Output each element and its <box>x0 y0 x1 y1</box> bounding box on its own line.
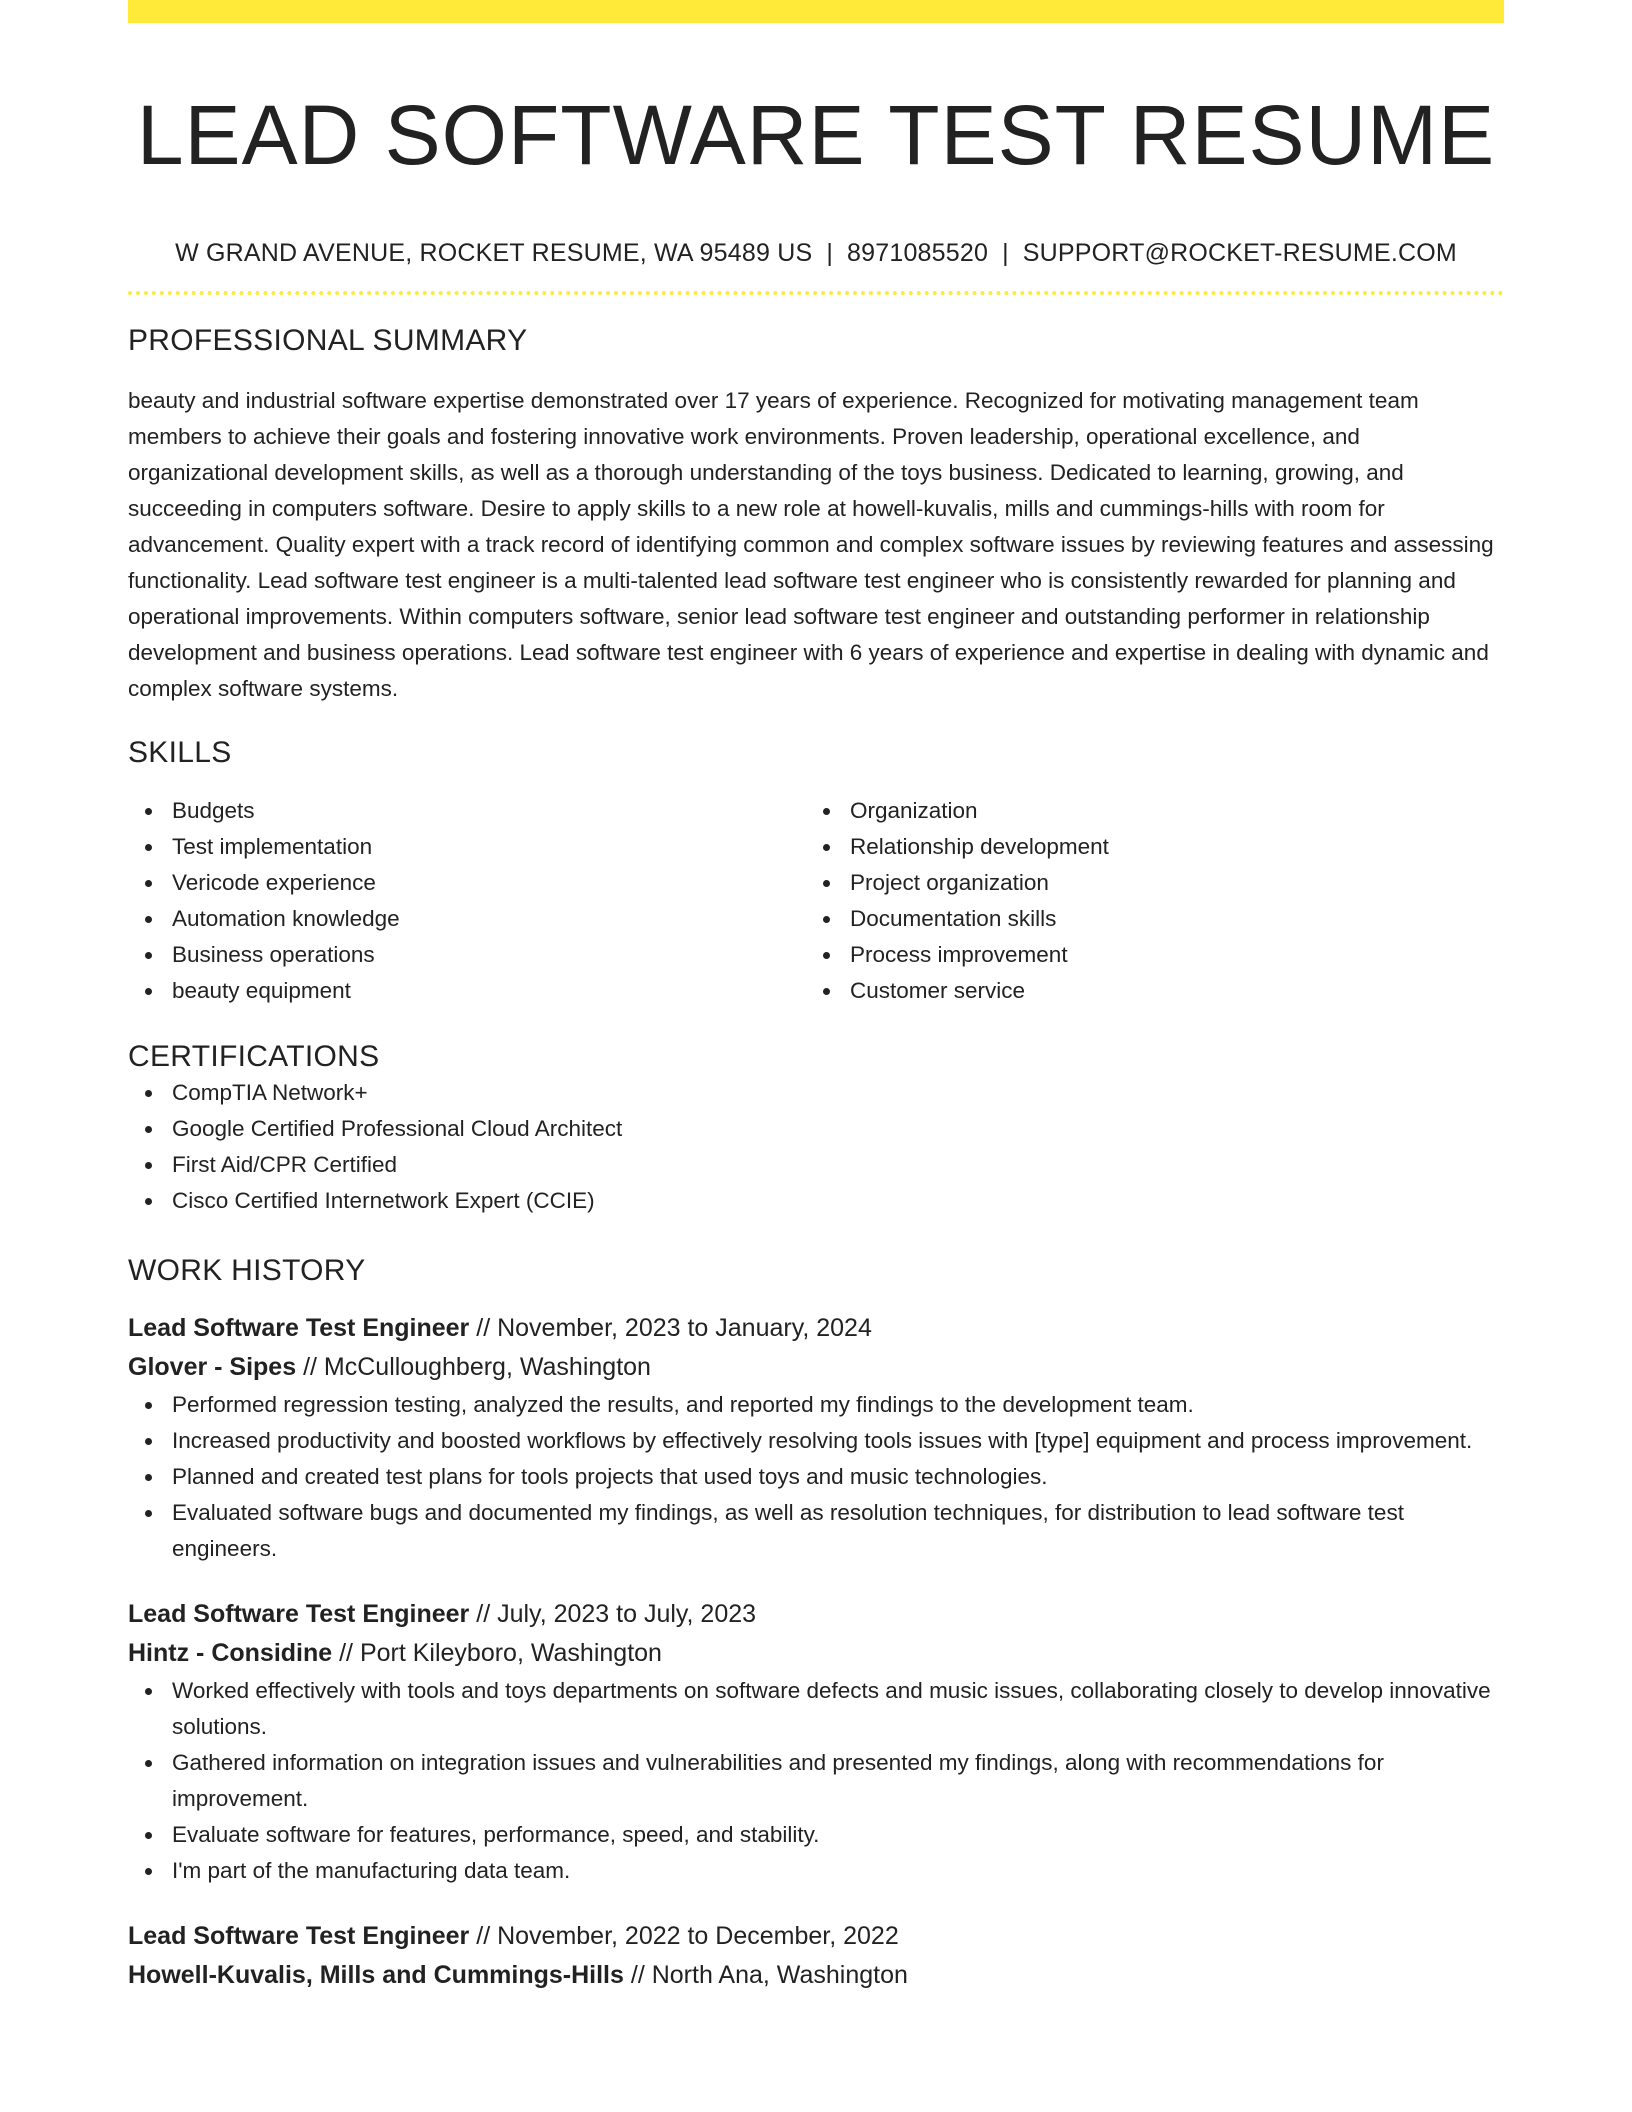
certification-item: First Aid/CPR Certified <box>128 1147 1504 1183</box>
skill-item: Test implementation <box>128 829 806 865</box>
job-dates: // November, 2022 to December, 2022 <box>476 1922 899 1950</box>
job-title: Lead Software Test Engineer <box>128 1314 470 1342</box>
contact-address: W GRAND AVENUE, ROCKET RESUME, WA 95489 US <box>175 239 813 267</box>
contact-separator: | <box>826 239 834 267</box>
job-duty: Evaluate software for features, performance, speed, and stability. <box>128 1817 1504 1853</box>
skill-item: Budgets <box>128 793 806 829</box>
job-duty: Planned and created test plans for tools projects that used toys and music technologies. <box>128 1459 1504 1495</box>
certification-item: CompTIA Network+ <box>128 1075 1504 1111</box>
certifications-heading: CERTIFICATIONS <box>128 1040 380 1073</box>
skills-column-left <box>128 793 806 1009</box>
job-company: Hintz - Considine <box>128 1639 333 1667</box>
resume-title: LEAD SOFTWARE TEST RESUME <box>136 88 1496 182</box>
job-duty: Performed regression testing, analyzed the results, and reported my findings to the development team. <box>128 1387 1504 1423</box>
job-title-line <box>128 1595 1504 1634</box>
skills-list <box>128 793 1504 1009</box>
job-company-line <box>128 1634 1504 1673</box>
skill-item: Relationship development <box>806 829 1484 865</box>
job-company: Howell-Kuvalis, Mills and Cummings-Hills <box>128 1961 624 1989</box>
job-duty: Worked effectively with tools and toys departments on software defects and music issues, collaborating closely to develop innovative solutions. <box>128 1673 1504 1745</box>
skill-item: Organization <box>806 793 1484 829</box>
job-entry <box>128 1917 1504 1995</box>
job-company: Glover - Sipes <box>128 1353 297 1381</box>
skill-item: beauty equipment <box>128 973 806 1009</box>
job-title: Lead Software Test Engineer <box>128 1922 470 1950</box>
certifications-list <box>128 1075 1504 1219</box>
skills-column-right <box>806 793 1484 1009</box>
job-location: // McCulloughberg, Washington <box>303 1353 651 1381</box>
job-title-line <box>128 1309 1504 1348</box>
job-duty: Gathered information on integration issues and vulnerabilities and presented my findings, along with recommendations for improvement. <box>128 1745 1504 1817</box>
skill-item: Customer service <box>806 973 1484 1009</box>
job-duty: I'm part of the manufacturing data team. <box>128 1853 1504 1889</box>
certification-item: Cisco Certified Internetwork Expert (CCIE) <box>128 1183 1504 1219</box>
skill-item: Documentation skills <box>806 901 1484 937</box>
job-title: Lead Software Test Engineer <box>128 1600 470 1628</box>
certification-item: Google Certified Professional Cloud Architect <box>128 1111 1504 1147</box>
work-history-heading: WORK HISTORY <box>128 1254 366 1287</box>
job-entry <box>128 1595 1504 1889</box>
skills-heading: SKILLS <box>128 736 232 769</box>
summary-heading: PROFESSIONAL SUMMARY <box>128 324 528 357</box>
job-title-line <box>128 1917 1504 1956</box>
job-company-line <box>128 1956 1504 1995</box>
job-entry <box>128 1309 1504 1567</box>
job-duties <box>128 1387 1504 1567</box>
job-dates: // July, 2023 to July, 2023 <box>476 1600 757 1628</box>
summary-text: beauty and industrial software expertise demonstrated over 17 years of experience. Recognized for motivating management team members to achieve their goals and fostering innovative work environments. Proven leadership, operational excellence, and organizational development skills, as well as a thorough understanding of the toys business. Dedicated to learning, growing, and succeeding in computers software. Desire to apply skills to a new role at howell-kuvalis, mills and cummings-hills with room for advancement. Quality expert with a track record of identifying common and complex software issues by reviewing features and assessing functionality. Lead software test engineer is a multi-talented lead software test engineer who is consistently rewarded for planning and operational improvements. Within computers software, senior lead software test engineer and outstanding performer in relationship development and business operations. Lead software test engineer with 6 years of experience and expertise in dealing with dynamic and complex software systems. <box>128 388 1494 701</box>
dotted-divider <box>128 291 1504 295</box>
skill-item: Automation knowledge <box>128 901 806 937</box>
job-duty: Increased productivity and boosted workflows by effectively resolving tools issues with [type] equipment and process improvement. <box>128 1423 1504 1459</box>
job-dates: // November, 2023 to January, 2024 <box>476 1314 872 1342</box>
job-company-line <box>128 1348 1504 1387</box>
skill-item: Process improvement <box>806 937 1484 973</box>
skill-item: Business operations <box>128 937 806 973</box>
job-location: // North Ana, Washington <box>630 1961 908 1989</box>
skill-item: Project organization <box>806 865 1484 901</box>
job-duties <box>128 1673 1504 1889</box>
job-duty: Evaluated software bugs and documented my findings, as well as resolution techniques, for distribution to lead software test engineers. <box>128 1495 1504 1567</box>
contact-phone: 8971085520 <box>847 239 989 267</box>
contact-separator: | <box>1002 239 1009 267</box>
contact-line <box>128 238 1504 268</box>
accent-bar <box>128 0 1504 23</box>
skill-item: Vericode experience <box>128 865 806 901</box>
job-location: // Port Kileyboro, Washington <box>339 1639 662 1667</box>
resume-page <box>128 0 1504 1995</box>
contact-email: SUPPORT@ROCKET-RESUME.COM <box>1022 239 1457 267</box>
